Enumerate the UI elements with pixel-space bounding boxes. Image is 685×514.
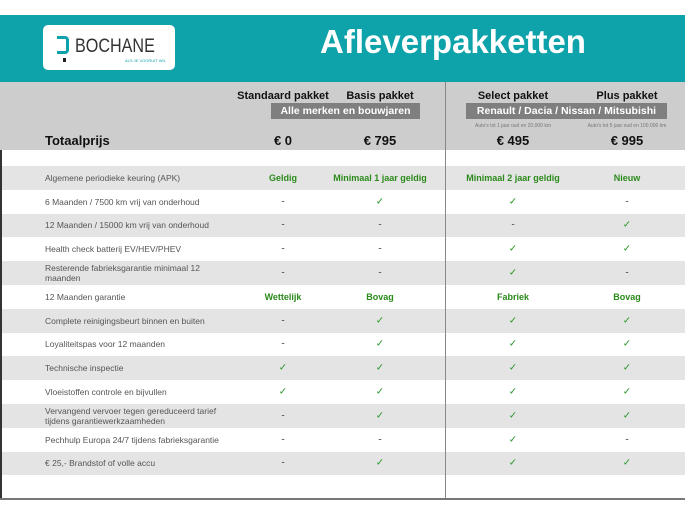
feature-value: Bovag: [366, 291, 394, 302]
check-icon: ✓: [622, 219, 632, 231]
dash-cell: -: [281, 243, 285, 255]
feature-value: Wettelijk: [264, 291, 302, 302]
table-bottom-border: [0, 498, 685, 500]
dash-cell: -: [378, 219, 382, 231]
table-row: [0, 428, 685, 452]
package-name-select: Select pakket: [477, 90, 549, 102]
table-row: [0, 356, 685, 380]
table-row: [0, 404, 685, 428]
price-basis: € 795: [363, 133, 397, 148]
table-row: [0, 333, 685, 357]
check-icon: ✓: [278, 386, 288, 398]
dash-cell: -: [281, 434, 285, 446]
package-name-basis: Basis pakket: [346, 90, 414, 102]
table-row: [0, 237, 685, 261]
dash-cell: -: [378, 243, 382, 255]
dash-cell: -: [625, 196, 629, 208]
check-icon: ✓: [508, 267, 518, 279]
dash-cell: -: [281, 196, 285, 208]
dash-cell: -: [281, 410, 285, 422]
dash-cell: -: [281, 457, 285, 469]
check-icon: ✓: [375, 338, 385, 350]
check-icon: ✓: [508, 457, 518, 469]
dash-cell: -: [625, 434, 629, 446]
package-name-standaard: Standaard pakket: [237, 90, 329, 102]
feature-label: 12 Maanden garantie: [45, 291, 126, 302]
feature-label: 6 Maanden / 7500 km vrij van onderhoud: [45, 196, 200, 207]
dash-cell: -: [281, 315, 285, 327]
header-banner: [0, 15, 685, 82]
check-icon: ✓: [622, 338, 632, 350]
check-icon: ✓: [508, 386, 518, 398]
check-icon: ✓: [508, 243, 518, 255]
check-icon: ✓: [375, 386, 385, 398]
check-icon: ✓: [508, 434, 518, 446]
feature-label: € 25,- Brandstof of volle accu: [45, 458, 156, 469]
feature-label: Health check batterij EV/HEV/PHEV: [45, 244, 182, 255]
table-row: [0, 214, 685, 238]
check-icon: ✓: [508, 315, 518, 327]
dash-cell: -: [625, 267, 629, 279]
feature-table: [0, 166, 685, 475]
feature-label: Pechhulp Europa 24/7 tijdens fabrieksgarantie: [45, 434, 219, 445]
check-icon: ✓: [375, 196, 385, 208]
check-icon: ✓: [508, 338, 518, 350]
package-note-plus: Auto's tot 5 jaar oud en 100.000 km: [587, 123, 667, 129]
package-name-plus: Plus pakket: [596, 90, 658, 102]
dash-cell: -: [378, 434, 382, 446]
feature-value: Fabriek: [496, 291, 529, 302]
logo-mark-icon: [57, 36, 69, 54]
check-icon: ✓: [622, 386, 632, 398]
table-row: [0, 452, 685, 476]
check-icon: ✓: [622, 410, 632, 422]
feature-value: Bovag: [613, 291, 641, 302]
logo-text: BOCHANE: [75, 36, 155, 57]
table-row: [0, 380, 685, 404]
bochane-logo: [43, 25, 175, 70]
check-icon: ✓: [278, 362, 288, 374]
feature-label: Resterende fabrieksgarantie minimaal 12 maanden: [45, 263, 200, 284]
dash-cell: -: [281, 338, 285, 350]
check-icon: ✓: [622, 243, 632, 255]
check-icon: ✓: [622, 315, 632, 327]
feature-label: Loyaliteitspas voor 12 maanden: [45, 339, 166, 350]
page-title: Afleverpakketten: [320, 23, 586, 60]
feature-label: 12 Maanden / 15000 km vrij van onderhoud: [45, 220, 209, 231]
feature-label: Algemene periodieke keuring (APK): [45, 172, 181, 183]
check-icon: ✓: [375, 410, 385, 422]
logo-tagline: ALS JE VOORUIT WIL: [125, 58, 166, 63]
total-price-label: Totaalprijs: [45, 133, 110, 148]
feature-label: Vervangend vervoer tegen gereduceerd tarief tijdens garantiewerkzaamheden: [45, 405, 217, 426]
dash-cell: -: [281, 267, 285, 279]
table-row: [0, 166, 685, 190]
price-plus: € 995: [610, 133, 644, 148]
feature-value: Minimaal 1 jaar geldig: [333, 172, 427, 183]
check-icon: ✓: [622, 457, 632, 469]
feature-label: Technische inspectie: [45, 363, 124, 374]
feature-label: Vloeistoffen controle en bijvullen: [45, 387, 167, 398]
check-icon: ✓: [622, 362, 632, 374]
dash-cell: -: [281, 219, 285, 231]
price-select: € 495: [496, 133, 530, 148]
group-label-all-brands: Alle merken en bouwjaren: [271, 103, 420, 119]
group-label-renault: Renault / Dacia / Nissan / Mitsubishi: [466, 103, 667, 119]
logo-dot-icon: [63, 58, 66, 62]
check-icon: ✓: [375, 315, 385, 327]
feature-label: Complete reinigingsbeurt binnen en buiten: [45, 315, 205, 326]
dash-cell: -: [511, 219, 515, 231]
package-note-select: Auto's tot 1 jaar oud en 20.000 km: [474, 123, 551, 129]
table-left-border: [0, 150, 2, 499]
check-icon: ✓: [508, 362, 518, 374]
check-icon: ✓: [375, 362, 385, 374]
table-row: [0, 261, 685, 285]
feature-value: Minimaal 2 jaar geldig: [466, 172, 560, 183]
check-icon: ✓: [375, 457, 385, 469]
table-row: [0, 190, 685, 214]
price-standaard: € 0: [273, 133, 293, 148]
feature-value: Geldig: [268, 172, 297, 183]
column-divider: [445, 82, 446, 499]
table-row: [0, 309, 685, 333]
table-row: [0, 285, 685, 309]
feature-value: Nieuw: [613, 172, 641, 183]
check-icon: ✓: [508, 196, 518, 208]
check-icon: ✓: [508, 410, 518, 422]
dash-cell: -: [378, 267, 382, 279]
